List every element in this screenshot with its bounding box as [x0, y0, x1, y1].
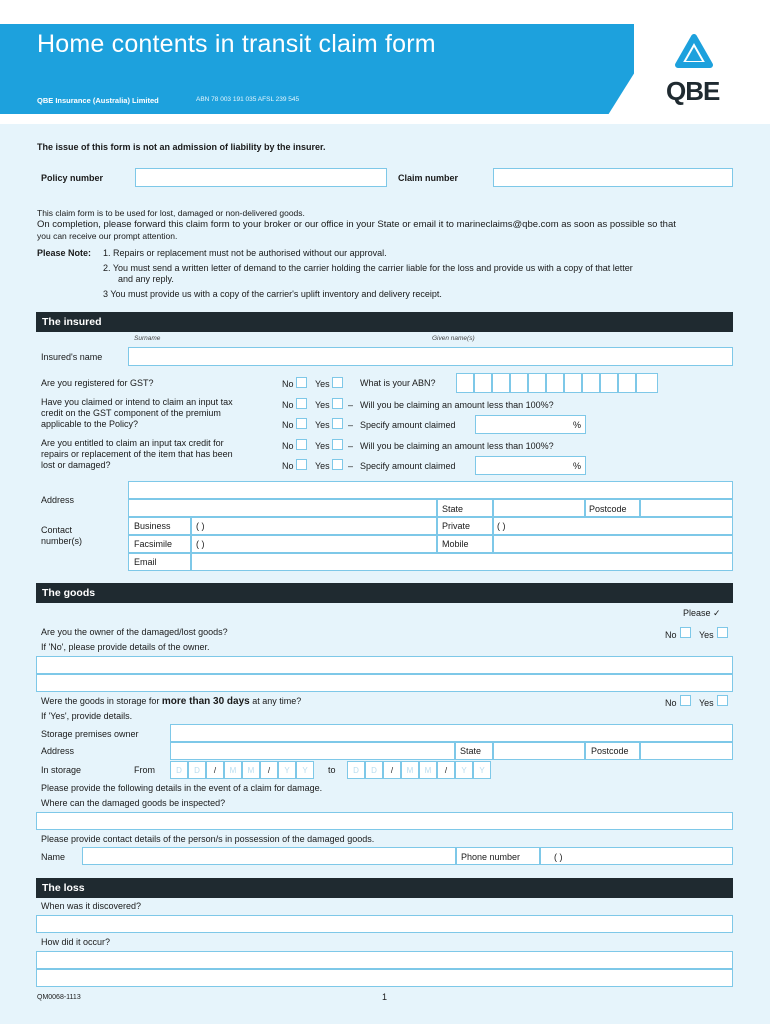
itc2-yes-label: Yes [315, 441, 330, 451]
itc-yes-label: Yes [315, 400, 330, 410]
possession-name-label: Name [41, 852, 66, 862]
gst-no-checkbox[interactable] [296, 377, 307, 388]
note-2-cont: and any reply. [118, 274, 174, 284]
itc2-question-line-2: repairs or replacement of the item that has been [41, 449, 233, 459]
mobile-label: Mobile [442, 539, 469, 549]
abn-digit[interactable] [528, 373, 546, 393]
owner-yes-checkbox[interactable] [717, 627, 728, 638]
section-insured-heading: The insured [36, 312, 733, 332]
itc-less-no-label: No [282, 420, 294, 430]
storage-state-field[interactable] [493, 742, 585, 760]
storage-state-label: State [460, 746, 482, 756]
inspection-question: Where can the damaged goods be inspected? [41, 798, 226, 808]
itc-less-yes-checkbox[interactable] [332, 418, 343, 429]
gst-yes-label: Yes [315, 379, 330, 389]
owner-yes-label: Yes [699, 630, 714, 640]
section-goods-heading: The goods [36, 583, 733, 603]
abn-digit[interactable] [510, 373, 528, 393]
possession-phone-field[interactable] [540, 847, 733, 865]
intro-line-3: you can receive our prompt attention. [37, 231, 178, 241]
from-label: From [134, 765, 155, 775]
date-separator: / [383, 761, 401, 779]
form-code: QM0068-1113 [37, 994, 81, 1001]
dash: – [348, 420, 354, 430]
dash: – [348, 441, 354, 451]
itc2-yes-checkbox[interactable] [332, 439, 343, 450]
storage-no-label: No [665, 698, 677, 708]
itc2-less-yes-checkbox[interactable] [332, 459, 343, 470]
disclaimer: The issue of this form is not an admission of liability by the insurer. [37, 142, 326, 152]
claim-number-label: Claim number [398, 173, 459, 183]
facsimile-area-code: ( ) [196, 539, 205, 549]
contact-label-2: number(s) [41, 536, 83, 546]
surname-label: Surname [134, 335, 161, 342]
abn-digit[interactable] [546, 373, 564, 393]
abn-digit[interactable] [474, 373, 492, 393]
itc-no-label: No [282, 400, 294, 410]
date-digit[interactable]: M [224, 761, 242, 779]
storage-address-label: Address [41, 746, 75, 756]
note-3: 3 You must provide us with a copy of the carrier's uplift inventory and delivery receipt. [103, 289, 442, 299]
itc2-question-line-3: lost or damaged? [41, 460, 111, 470]
storage-yes-label: Yes [699, 698, 714, 708]
please-tick: Please ✓ [683, 608, 721, 618]
itc2-less-question: Will you be claiming an amount less than 100%? [360, 441, 554, 451]
itc-amount-field[interactable] [475, 415, 586, 434]
storage-no-checkbox[interactable] [680, 695, 691, 706]
business-label: Business [134, 521, 171, 531]
business-area-code: ( ) [196, 521, 205, 531]
itc-question-line-3: applicable to the Policy? [41, 419, 139, 429]
date-digit[interactable]: Y [278, 761, 296, 779]
storage-question: Were the goods in storage for more than 30 days at any time? [41, 696, 302, 707]
given-name-label: Given name(s) [432, 335, 475, 342]
abn-digit[interactable] [456, 373, 474, 393]
date-separator: / [437, 761, 455, 779]
state-field[interactable] [493, 499, 585, 517]
policy-number-field[interactable] [135, 168, 387, 187]
abn-question: What is your ABN? [360, 378, 436, 388]
date-digit[interactable]: M [242, 761, 260, 779]
company-abn: ABN 78 003 191 035 AFSL 239 545 [196, 96, 300, 103]
intro-line-2: On completion, please forward this claim form to your broker or our office in your State or email it to marineclaims@qbe.com as soon as possible so that [37, 219, 676, 230]
percent-sign: % [573, 420, 582, 430]
owner-no-instruction: If 'No', please provide details of the owner. [41, 642, 210, 652]
possession-area-code: ( ) [554, 852, 563, 862]
company-name: QBE Insurance (Australia) Limited [37, 96, 159, 105]
qbe-logo-icon [674, 34, 714, 74]
storage-owner-field[interactable] [170, 724, 733, 742]
date-digit[interactable]: M [419, 761, 437, 779]
itc2-amount-field[interactable] [475, 456, 586, 475]
postcode-field[interactable] [640, 499, 733, 517]
occurrence-line-2[interactable] [36, 969, 733, 987]
itc-less-question: Will you be claiming an amount less than 100%? [360, 400, 554, 410]
gst-question: Are you registered for GST? [41, 378, 154, 388]
storage-postcode-field[interactable] [640, 742, 733, 760]
abn-digit[interactable] [492, 373, 510, 393]
page-number: 1 [382, 992, 388, 1002]
discovery-question: When was it discovered? [41, 901, 142, 911]
email-field[interactable] [191, 553, 733, 571]
dash: – [348, 461, 354, 471]
itc2-less-no-label: No [282, 461, 294, 471]
itc-less-yes-label: Yes [315, 420, 330, 430]
to-label: to [328, 765, 336, 775]
postcode-label: Postcode [589, 504, 627, 514]
policy-number-label: Policy number [41, 173, 104, 183]
address-label: Address [41, 495, 75, 505]
possession-instruction: Please provide contact details of the person/s in possession of the damaged goods. [41, 834, 375, 844]
abn-digit[interactable] [564, 373, 582, 393]
dash: – [348, 400, 354, 410]
date-digit[interactable]: D [188, 761, 206, 779]
gst-yes-checkbox[interactable] [332, 377, 343, 388]
facsimile-label: Facsimile [134, 539, 173, 549]
intro-line-1: This claim form is to be used for lost, damaged or non-delivered goods. [37, 208, 305, 218]
date-digit[interactable]: D [347, 761, 365, 779]
date-digit[interactable]: Y [473, 761, 491, 779]
damage-details-instruction: Please provide the following details in the event of a claim for damage. [41, 783, 323, 793]
date-separator: / [206, 761, 224, 779]
private-area-code: ( ) [497, 521, 506, 531]
business-phone-field[interactable] [191, 517, 437, 535]
storage-owner-label: Storage premises owner [41, 729, 139, 739]
abn-digit[interactable] [636, 373, 658, 393]
abn-digit[interactable] [582, 373, 600, 393]
note-2: 2. You must send a written letter of demand to the carrier holding the carrier liable for the loss and provide us with a copy of that letter [103, 263, 633, 273]
percent-sign: % [573, 461, 582, 471]
owner-details-line-1[interactable] [36, 656, 733, 674]
claim-number-field[interactable] [493, 168, 733, 187]
contact-label-1: Contact [41, 525, 73, 535]
itc-specify-label: Specify amount claimed [360, 420, 456, 430]
address-line-2-field[interactable] [128, 499, 437, 517]
insured-name-label: Insured's name [41, 352, 103, 362]
itc2-question-line-1: Are you entitled to claim an input tax credit for [41, 438, 224, 448]
state-label: State [442, 504, 464, 514]
owner-no-label: No [665, 630, 677, 640]
qbe-logo-text: QBE [666, 76, 720, 106]
date-digit[interactable]: D [365, 761, 383, 779]
phone-number-label: Phone number [461, 852, 521, 862]
note-1: 1. Repairs or replacement must not be authorised without our approval. [103, 248, 387, 258]
itc-question-line-1: Have you claimed or intend to claim an input tax [41, 397, 233, 407]
owner-no-checkbox[interactable] [680, 627, 691, 638]
itc2-no-checkbox[interactable] [296, 439, 307, 450]
abn-digit[interactable] [618, 373, 636, 393]
itc-yes-checkbox[interactable] [332, 398, 343, 409]
abn-digit[interactable] [600, 373, 618, 393]
owner-question: Are you the owner of the damaged/lost goods? [41, 627, 228, 637]
itc2-no-label: No [282, 441, 294, 451]
date-digit[interactable]: D [170, 761, 188, 779]
storage-yes-instruction: If 'Yes', provide details. [41, 711, 133, 721]
owner-details-line-2[interactable] [36, 674, 733, 692]
date-digit[interactable]: Y [455, 761, 473, 779]
date-digit[interactable]: Y [296, 761, 314, 779]
address-line-1-field[interactable] [128, 481, 733, 499]
private-phone-field[interactable] [493, 517, 733, 535]
private-label: Private [442, 521, 471, 531]
inspection-location-field[interactable] [36, 812, 733, 830]
date-separator: / [260, 761, 278, 779]
email-label: Email [134, 557, 157, 567]
section-loss-heading: The loss [36, 878, 733, 898]
insured-name-field[interactable] [128, 347, 733, 366]
itc-less-no-checkbox[interactable] [296, 418, 307, 429]
occurrence-question: How did it occur? [41, 937, 111, 947]
in-storage-label: In storage [41, 765, 82, 775]
gst-no-label: No [282, 379, 294, 389]
possession-name-field[interactable] [82, 847, 456, 865]
discovery-date-field[interactable] [36, 915, 733, 933]
storage-address-field[interactable] [170, 742, 455, 760]
storage-postcode-label: Postcode [591, 746, 629, 756]
mobile-field[interactable] [493, 535, 733, 553]
note-label: Please Note: [37, 248, 92, 258]
facsimile-field[interactable] [191, 535, 437, 553]
itc-question-line-2: credit on the GST component of the premium [41, 408, 221, 418]
itc-no-checkbox[interactable] [296, 398, 307, 409]
itc2-less-yes-label: Yes [315, 461, 330, 471]
storage-yes-checkbox[interactable] [717, 695, 728, 706]
form-title: Home contents in transit claim form [37, 30, 436, 58]
date-digit[interactable]: M [401, 761, 419, 779]
itc2-less-no-checkbox[interactable] [296, 459, 307, 470]
itc2-specify-label: Specify amount claimed [360, 461, 456, 471]
occurrence-line-1[interactable] [36, 951, 733, 969]
